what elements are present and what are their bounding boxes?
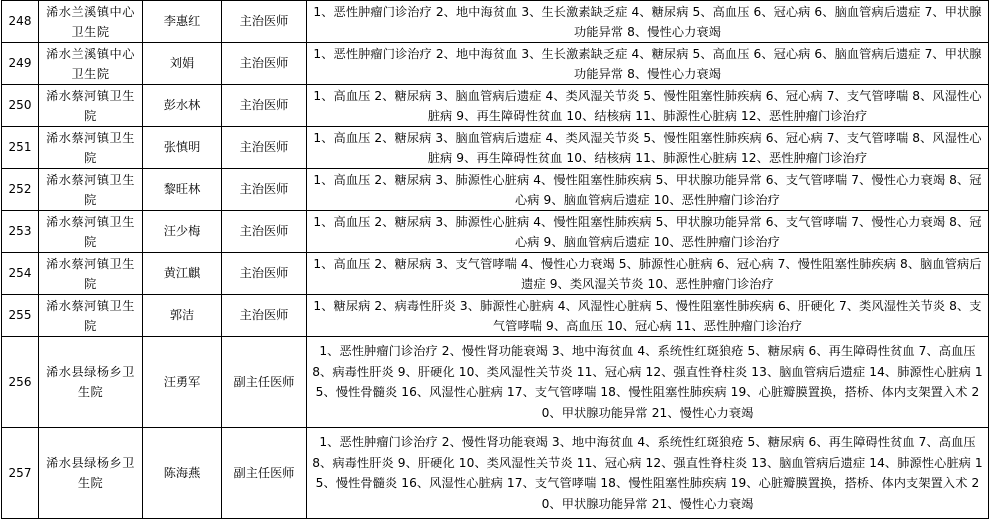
doctor-title-cell: 副主任医师 bbox=[222, 337, 307, 428]
disease-list-cell: 1、恶性肿瘤门诊治疗 2、地中海贫血 3、生长激素缺乏症 4、糖尿病 5、高血压 6、冠心病 6、脑血管病后遗症 7、甲状腺功能异常 8、慢性心力衰竭 bbox=[307, 1, 989, 43]
hospital-cell: 浠水蔡河镇卫生院 bbox=[39, 127, 143, 169]
table-row bbox=[2, 85, 989, 127]
doctor-title-cell: 主治医师 bbox=[222, 85, 307, 127]
row-index: 257 bbox=[2, 428, 39, 519]
table-row bbox=[2, 428, 989, 519]
table-row bbox=[2, 337, 989, 428]
row-index: 254 bbox=[2, 253, 39, 295]
hospital-cell: 浠水蔡河镇卫生院 bbox=[39, 169, 143, 211]
doctor-name-cell: 张慎明 bbox=[143, 127, 222, 169]
row-index: 250 bbox=[2, 85, 39, 127]
doctor-name-cell: 陈海燕 bbox=[143, 428, 222, 519]
doctor-title-cell: 主治医师 bbox=[222, 211, 307, 253]
hospital-cell: 浠水蔡河镇卫生院 bbox=[39, 253, 143, 295]
hospital-cell: 浠水县绿杨乡卫生院 bbox=[39, 337, 143, 428]
hospital-cell: 浠水蔡河镇卫生院 bbox=[39, 85, 143, 127]
disease-list-cell: 1、高血压 2、糖尿病 3、肺源性心脏病 4、慢性阻塞性肺疾病 5、甲状腺功能异常 6、支气管哮喘 7、慢性心力衰竭 8、冠心病 9、脑血管病后遗症 10、恶性肿瘤门诊治疗 bbox=[307, 211, 989, 253]
doctor-name-cell: 汪少梅 bbox=[143, 211, 222, 253]
disease-list-cell: 1、高血压 2、糖尿病 3、肺源性心脏病 4、慢性阻塞性肺疾病 5、甲状腺功能异常 6、支气管哮喘 7、慢性心力衰竭 8、冠心病 9、脑血管病后遗症 10、恶性肿瘤门诊治疗 bbox=[307, 169, 989, 211]
disease-list-cell: 1、高血压 2、糖尿病 3、支气管哮喘 4、慢性心力衰竭 5、肺源性心脏病 6、冠心病 7、慢性阻塞性肺疾病 8、脑血管病后遗症 9、类风湿关节炎 10、恶性肿瘤门诊治疗 bbox=[307, 253, 989, 295]
hospital-cell: 浠水兰溪镇中心卫生院 bbox=[39, 43, 143, 85]
table-row bbox=[2, 127, 989, 169]
table-row bbox=[2, 169, 989, 211]
row-index: 253 bbox=[2, 211, 39, 253]
disease-list-cell: 1、恶性肿瘤门诊治疗 2、慢性肾功能衰竭 3、地中海贫血 4、系统性红斑狼疮 5、糖尿病 6、再生障碍性贫血 7、高血压 8、病毒性肝炎 9、肝硬化 10、类风湿性关节炎 11、冠心病 12、强直性脊柱炎 13、脑血管病后遗症 14、肺源性心脏病 15、慢性骨髓炎 16、风湿性心脏病 17、支气管哮喘 18、慢性阻塞性肺疾病 19、心脏瓣膜置换，搭桥、体内支架置入术 20、甲状腺功能异常 21、慢性心力衰竭 bbox=[307, 428, 989, 519]
row-index: 251 bbox=[2, 127, 39, 169]
disease-list-cell: 1、恶性肿瘤门诊治疗 2、慢性肾功能衰竭 3、地中海贫血 4、系统性红斑狼疮 5、糖尿病 6、再生障碍性贫血 7、高血压 8、病毒性肝炎 9、肝硬化 10、类风湿性关节炎 11、冠心病 12、强直性脊柱炎 13、脑血管病后遗症 14、肺源性心脏病 15、慢性骨髓炎 16、风湿性心脏病 17、支气管哮喘 18、慢性阻塞性肺疾病 19、心脏瓣膜置换，搭桥、体内支架置入术 20、甲状腺功能异常 21、慢性心力衰竭 bbox=[307, 337, 989, 428]
doctor-title-cell: 副主任医师 bbox=[222, 428, 307, 519]
hospital-cell: 浠水蔡河镇卫生院 bbox=[39, 211, 143, 253]
table-row bbox=[2, 253, 989, 295]
table-row bbox=[2, 1, 989, 43]
doctor-title-cell: 主治医师 bbox=[222, 169, 307, 211]
doctor-name-cell: 郭洁 bbox=[143, 295, 222, 337]
doctor-table bbox=[1, 0, 989, 519]
table-row bbox=[2, 295, 989, 337]
doctor-title-cell: 主治医师 bbox=[222, 127, 307, 169]
disease-list-cell: 1、恶性肿瘤门诊治疗 2、地中海贫血 3、生长激素缺乏症 4、糖尿病 5、高血压 6、冠心病 6、脑血管病后遗症 7、甲状腺功能异常 8、慢性心力衰竭 bbox=[307, 43, 989, 85]
doctor-name-cell: 黎旺林 bbox=[143, 169, 222, 211]
doctor-title-cell: 主治医师 bbox=[222, 43, 307, 85]
doctor-name-cell: 李惠红 bbox=[143, 1, 222, 43]
doctor-name-cell: 刘娟 bbox=[143, 43, 222, 85]
disease-list-cell: 1、糖尿病 2、病毒性肝炎 3、肺源性心脏病 4、风湿性心脏病 5、慢性阻塞性肺疾病 6、肝硬化 7、类风湿性关节炎 8、支气管哮喘 9、高血压 10、冠心病 11、恶性肿瘤门诊治疗 bbox=[307, 295, 989, 337]
hospital-cell: 浠水县绿杨乡卫生院 bbox=[39, 428, 143, 519]
hospital-cell: 浠水蔡河镇卫生院 bbox=[39, 295, 143, 337]
doctor-name-cell: 黄江麒 bbox=[143, 253, 222, 295]
row-index: 252 bbox=[2, 169, 39, 211]
doctor-title-cell: 主治医师 bbox=[222, 295, 307, 337]
row-index: 255 bbox=[2, 295, 39, 337]
disease-list-cell: 1、高血压 2、糖尿病 3、脑血管病后遗症 4、类风湿关节炎 5、慢性阻塞性肺疾病 6、冠心病 7、支气管哮喘 8、风湿性心脏病 9、再生障碍性贫血 10、结核病 11、肺源性心脏病 12、恶性肿瘤门诊治疗 bbox=[307, 85, 989, 127]
table-row bbox=[2, 211, 989, 253]
doctor-title-cell: 主治医师 bbox=[222, 1, 307, 43]
row-index: 249 bbox=[2, 43, 39, 85]
doctor-name-cell: 彭水林 bbox=[143, 85, 222, 127]
doctor-title-cell: 主治医师 bbox=[222, 253, 307, 295]
row-index: 248 bbox=[2, 1, 39, 43]
row-index: 256 bbox=[2, 337, 39, 428]
doctor-name-cell: 汪勇军 bbox=[143, 337, 222, 428]
disease-list-cell: 1、高血压 2、糖尿病 3、脑血管病后遗症 4、类风湿关节炎 5、慢性阻塞性肺疾病 6、冠心病 7、支气管哮喘 8、风湿性心脏病 9、再生障碍性贫血 10、结核病 11、肺源性心脏病 12、恶性肿瘤门诊治疗 bbox=[307, 127, 989, 169]
table-row bbox=[2, 43, 989, 85]
hospital-cell: 浠水兰溪镇中心卫生院 bbox=[39, 1, 143, 43]
